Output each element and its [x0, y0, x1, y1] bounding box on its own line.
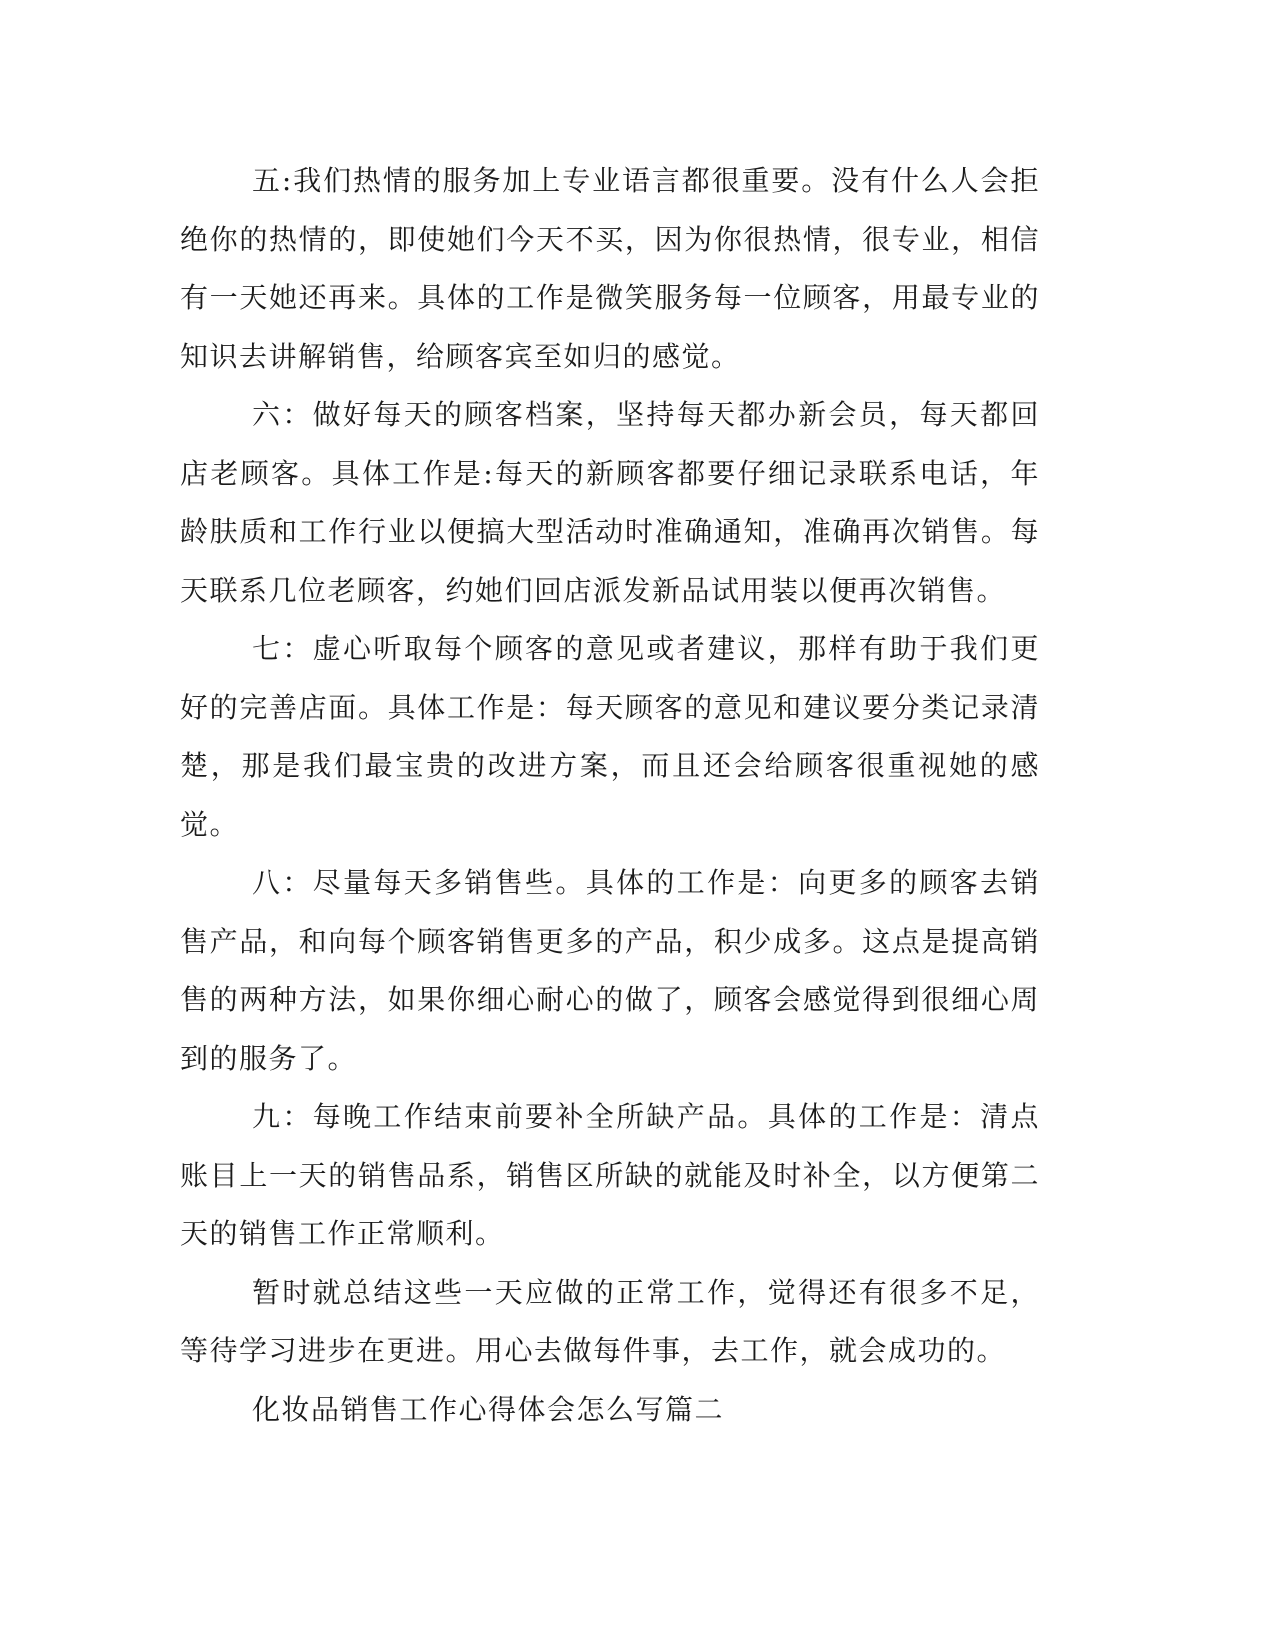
document-body: [180, 152, 1040, 1439]
paragraph-five: 五:我们热情的服务加上专业语言都很重要。没有什么人会拒绝你的热情的，即使她们今天不买，因为你很热情，很专业，相信有一天她还再来。具体的工作是微笑服务每一位顾客，用最专业的知识去讲解销售，给顾客宾至如归的感觉。: [180, 164, 1040, 373]
paragraph-nine: 九：每晚工作结束前要补全所缺产品。具体的工作是：清点账目上一天的销售品系，销售区所缺的就能及时补全，以方便第二天的销售工作正常顺利。: [180, 1100, 1040, 1250]
paragraph-six: 六：做好每天的顾客档案，坚持每天都办新会员，每天都回店老顾客。具体工作是:每天的新顾客都要仔细记录联系电话，年龄肤质和工作行业以便搞大型活动时准确通知，准确再次销售。每天联系几位老顾客，约她们回店派发新品试用装以便再次销售。: [180, 398, 1040, 607]
paragraph-summary: 暂时就总结这些一天应做的正常工作，觉得还有很多不足，等待学习进步在更进。用心去做每件事，去工作，就会成功的。: [180, 1275, 1040, 1367]
paragraph-eight: 八：尽量每天多销售些。具体的工作是：向更多的顾客去销售产品，和向每个顾客销售更多的产品，积少成多。这点是提高销售的两种方法，如果你细心耐心的做了，顾客会感觉得到很细心周到的服务了。: [180, 866, 1040, 1075]
paragraph-seven: 七：虚心听取每个顾客的意见或者建议，那样有助于我们更好的完善店面。具体工作是：每天顾客的意见和建议要分类记录清楚，那是我们最宝贵的改进方案，而且还会给顾客很重视她的感觉。: [180, 632, 1040, 841]
section-heading: 化妆品销售工作心得体会怎么写篇二: [252, 1392, 725, 1426]
